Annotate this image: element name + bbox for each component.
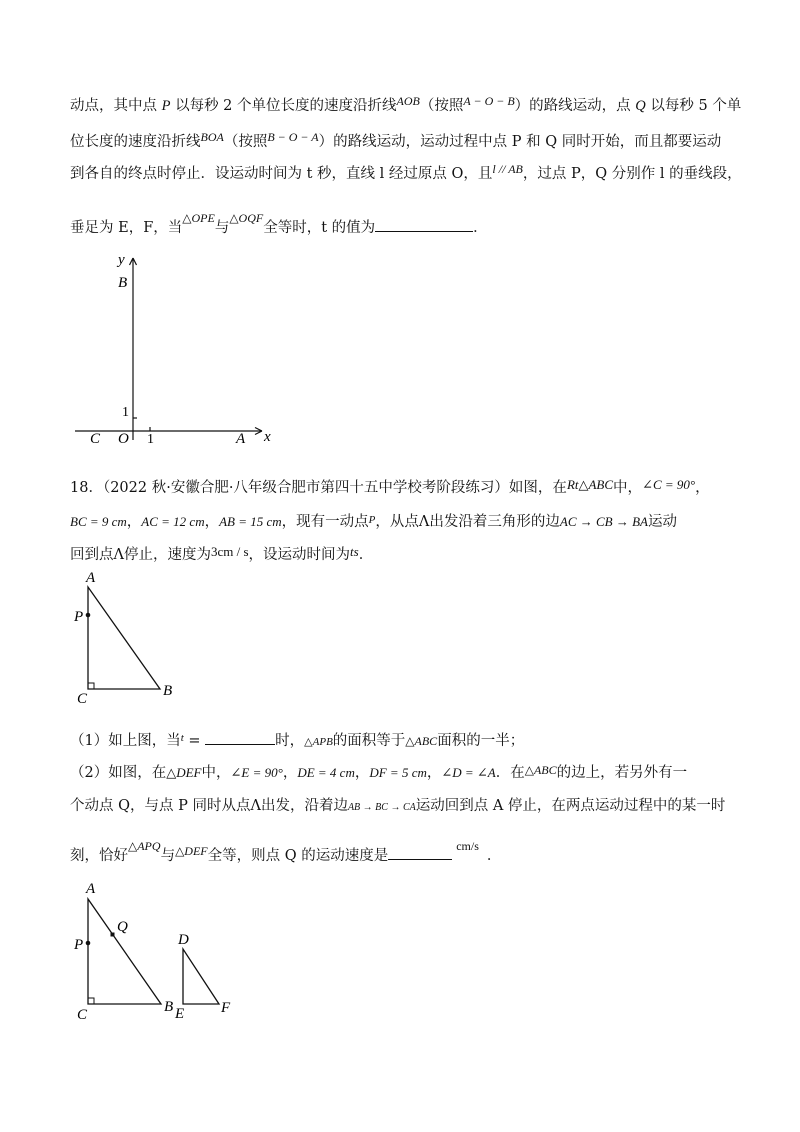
text: 到各自的终点时停止．设运动时间为 t 秒，直线 l 经过原点 O，且 <box>70 166 493 182</box>
text: 中， <box>613 480 643 496</box>
text: （2）如图，在 <box>70 765 167 781</box>
text: ．在 <box>495 765 525 781</box>
text: ， <box>426 765 442 781</box>
text: 时， <box>275 733 305 749</box>
math-bc: BC = 9 cm <box>70 514 127 529</box>
math-speed: 3cm / s <box>210 544 249 559</box>
text: ． <box>358 547 374 563</box>
math-angle-c: ∠C = 90° <box>642 477 696 492</box>
text: ． <box>473 220 488 236</box>
text: ，设运动时间为 <box>248 547 351 563</box>
text: 面积的一半； <box>437 733 525 749</box>
text: ）的路线运动，运动过程中点 P 和 Q 同时开始，而且都要运动 <box>318 134 722 150</box>
var-p: P <box>161 98 171 114</box>
text: ）的路线运动，点 <box>514 98 636 114</box>
text: 运动回到点 A 停止，在两点运动过程中的某一时 <box>415 798 726 814</box>
math-tri-oqf: △OQF <box>229 211 264 225</box>
math-rt-abc: Rt△ABC <box>566 477 614 492</box>
text: 运动 <box>647 514 677 530</box>
math-path: AC → CB → BA <box>559 514 648 529</box>
math-tri-def: △DEF <box>175 844 208 858</box>
text: 以每秒 2 个单位长度的速度沿折线 <box>170 98 397 114</box>
text: ， <box>282 765 298 781</box>
math-tri-apb: △APB <box>304 736 333 748</box>
point-b-label: B <box>118 275 128 291</box>
y-tick-1-label: 1 <box>122 405 129 420</box>
text: （1）如上图，当 <box>70 733 181 749</box>
point-c-label: C <box>90 431 101 447</box>
y-axis-label: y <box>118 252 125 268</box>
math-aob: AOB <box>396 94 420 108</box>
var-t: t <box>180 732 184 744</box>
triangle-def <box>183 949 219 1004</box>
label-e: E <box>175 1006 185 1022</box>
point-a-label: A <box>236 431 246 447</box>
var-p: P <box>368 514 376 526</box>
text: 全等时，t 的值为 <box>263 220 376 236</box>
label-f: F <box>221 1000 231 1016</box>
text: ， <box>695 480 710 496</box>
label-p: P <box>74 937 84 953</box>
point-q <box>111 933 115 937</box>
math-aob-path: A − O − B <box>463 94 515 108</box>
origin-label: O <box>118 431 129 447</box>
text: ，过点 P，Q 分别作 l 的垂线段， <box>522 166 742 182</box>
text: ， <box>126 514 142 530</box>
label-p: P <box>74 609 84 625</box>
label-b: B <box>164 999 174 1015</box>
label-a: A <box>86 570 96 586</box>
math-parallel: l // AB <box>492 162 523 176</box>
text: 全等，则点 Q 的运动速度是 <box>207 848 389 864</box>
text: 的面积等于 <box>332 733 406 749</box>
math-ts: ts <box>350 544 359 559</box>
text: 动点，其中点 <box>70 98 162 114</box>
label-d: D <box>178 932 189 948</box>
unit-cm-s: cm/s <box>456 839 479 853</box>
text: 垂足为 E，F，当 <box>70 220 183 236</box>
math-angle-e: ∠E = 90° <box>230 765 283 780</box>
math-boa-path: B − O − A <box>267 130 319 144</box>
math-path: AB → BC → CA <box>347 802 416 813</box>
text: 与 <box>214 220 230 236</box>
math-tri-ope: △OPE <box>182 211 215 225</box>
point-p <box>86 941 91 946</box>
label-b: B <box>163 683 173 699</box>
text: ， <box>354 765 370 781</box>
math-tri-apq: △APQ <box>128 839 161 853</box>
var-q: Q <box>635 98 646 114</box>
text: 以每秒 5 个单 <box>645 98 742 114</box>
math-tri-def: △DEF <box>166 765 202 780</box>
math-ab: AB = 15 cm <box>219 514 282 529</box>
text: 位长度的速度沿折线 <box>70 134 201 150</box>
label-c: C <box>77 1007 88 1023</box>
math-angle-d: ∠D = ∠A <box>441 765 496 780</box>
text: （按照 <box>223 134 268 150</box>
text: 18．（2022 秋·安徽合肥·八年级合肥市第四十五中学校考阶段练习）如图，在 <box>70 480 567 496</box>
label-c: C <box>77 691 88 707</box>
triangle-abc <box>88 899 161 1004</box>
text: ，从点Λ出发沿着三角形的边 <box>375 514 560 530</box>
text: 的边上，若另外有一 <box>556 765 688 781</box>
text: 中， <box>201 765 231 781</box>
text: 与 <box>160 848 176 864</box>
math-boa: BOA <box>200 130 224 144</box>
right-angle-mark-c <box>88 998 94 1004</box>
text: 刻，恰好 <box>70 848 128 864</box>
math-tri-abc: △ABC <box>524 763 557 777</box>
text: 个动点 Q，与点 P 同时从点Λ出发，沿着边 <box>70 798 348 814</box>
text: ，现有一动点 <box>281 514 369 530</box>
math-df: DF = 5 cm <box>369 765 427 780</box>
text: = <box>183 733 206 749</box>
text: 回到点Λ停止，速度为 <box>70 547 211 563</box>
x-tick-1-label: 1 <box>147 432 154 447</box>
text: ． <box>486 848 502 864</box>
text: ， <box>204 514 220 530</box>
label-a: A <box>86 881 96 897</box>
math-de: DE = 4 cm <box>297 765 355 780</box>
math-tri-abc: △ABC <box>405 734 438 748</box>
x-axis-label: x <box>264 429 271 445</box>
label-q: Q <box>117 919 128 935</box>
text: （按照 <box>419 98 464 114</box>
math-ac: AC = 12 cm <box>141 514 205 529</box>
